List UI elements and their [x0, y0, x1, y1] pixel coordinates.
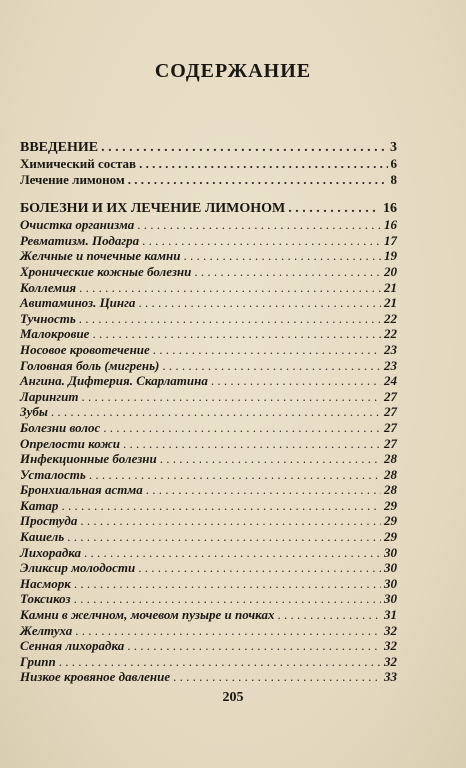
toc-entry-label: Болезни волос — [20, 419, 101, 435]
dot-leader — [194, 264, 381, 280]
toc-entry[interactable] — [20, 342, 397, 358]
toc-entry[interactable] — [20, 248, 397, 264]
toc-entry-label: Ларингит — [20, 388, 79, 404]
toc-entry[interactable] — [20, 669, 397, 685]
dot-leader — [146, 482, 381, 498]
dot-leader — [162, 358, 381, 374]
toc-entry[interactable] — [20, 482, 397, 498]
toc-entry-label: Желтуха — [20, 622, 73, 638]
toc-entry-page: 24 — [384, 373, 397, 389]
toc-entry[interactable] — [20, 545, 397, 561]
dot-leader — [80, 513, 381, 529]
toc-entry[interactable] — [20, 280, 397, 296]
toc-entry-page: 33 — [384, 669, 397, 685]
dot-leader — [160, 451, 381, 467]
toc-entry-page: 29 — [384, 529, 397, 545]
dot-leader — [138, 560, 381, 576]
dot-leader — [101, 139, 387, 156]
toc-entry[interactable] — [20, 467, 397, 483]
toc-entry-label: Головная боль (мигрень) — [20, 357, 160, 373]
toc-entry-page: 30 — [384, 544, 397, 560]
toc-entry[interactable] — [20, 451, 397, 467]
toc-entry-page: 27 — [384, 419, 397, 435]
toc-entry-label: Носовое кровотечение — [20, 341, 150, 357]
toc-entry-page: 22 — [384, 310, 397, 326]
toc-entry-label: Ревматизм. Подагра — [20, 232, 140, 248]
toc-entry[interactable] — [20, 217, 397, 233]
toc-entry[interactable] — [20, 404, 397, 420]
toc-entry-label: Ангина. Дифтерия. Скарлатина — [20, 373, 208, 389]
dot-leader — [92, 326, 381, 342]
toc-entry-label: Катар — [20, 497, 59, 513]
toc-entry-label: Бронхиальная астма — [20, 482, 143, 498]
dot-leader — [89, 467, 381, 483]
toc-entry-page: 8 — [390, 171, 397, 187]
toc-entry[interactable] — [20, 264, 397, 280]
dot-leader — [173, 669, 381, 685]
toc-entry-label: БОЛЕЗНИ И ИХ ЛЕЧЕНИЕ ЛИМОНОМ — [20, 201, 286, 217]
dot-leader — [139, 156, 387, 172]
toc-section-heading[interactable] — [20, 139, 397, 156]
dot-leader — [51, 404, 381, 420]
toc-entry-label: Коллемия — [20, 279, 77, 295]
toc-entry-label: Химический состав — [20, 156, 137, 171]
toc-entry-page: 28 — [384, 451, 397, 467]
toc-entry-page: 3 — [390, 140, 397, 155]
toc-entry-label: Камни в желчном, мочевом пузыре и почках — [20, 607, 275, 623]
toc-entry-page: 16 — [384, 217, 397, 233]
dot-leader — [84, 545, 381, 561]
toc-entry[interactable] — [20, 373, 397, 389]
toc-entry[interactable] — [20, 638, 397, 654]
toc-entry-page: 27 — [384, 404, 397, 420]
toc-entry-page: 16 — [383, 201, 397, 217]
toc-entry[interactable] — [20, 233, 397, 249]
dot-leader — [183, 248, 381, 264]
toc-entry-page: 27 — [384, 435, 397, 451]
toc-entry-page: 32 — [384, 653, 397, 669]
toc-entry-page: 20 — [384, 263, 397, 279]
toc-entry-page: 32 — [384, 622, 397, 638]
toc-entry-page: 29 — [384, 513, 397, 529]
toc-entry-label: Опрелости кожи — [20, 435, 120, 451]
toc-entry-label: Кашель — [20, 529, 65, 545]
dot-leader — [137, 217, 381, 233]
dot-leader — [59, 654, 381, 670]
toc-entry[interactable] — [20, 156, 397, 172]
toc-entry-label: Лихорадка — [20, 544, 82, 560]
toc-entry-label: Малокровие — [20, 326, 90, 342]
toc-entry-label: Насморк — [20, 575, 71, 591]
dot-leader — [211, 373, 381, 389]
toc-entry-page: 27 — [384, 388, 397, 404]
toc-entry-page: 30 — [384, 560, 397, 576]
toc-entry-page: 21 — [384, 279, 397, 295]
toc-entry-page: 23 — [384, 341, 397, 357]
toc-entry-label: Очистка организма — [20, 217, 135, 233]
toc-entry-page: 28 — [384, 466, 397, 482]
intro-section — [20, 139, 397, 187]
toc-entry-label: Усталость — [20, 466, 86, 482]
toc-entry-page: 30 — [384, 591, 397, 607]
toc-entry[interactable] — [20, 591, 397, 607]
toc-entry[interactable] — [20, 358, 397, 374]
toc-entry-label: Простуда — [20, 513, 78, 529]
toc-entry[interactable] — [20, 576, 397, 592]
toc-entry-label: Лечение лимоном — [20, 171, 125, 187]
toc-entry[interactable] — [20, 513, 397, 529]
dot-leader — [67, 529, 381, 545]
dot-leader — [142, 233, 381, 249]
toc-entry-label: Сенная лихорадка — [20, 638, 125, 654]
dot-leader — [79, 280, 381, 296]
toc-entry[interactable] — [20, 389, 397, 405]
toc-entry-label: Хронические кожные болезни — [20, 263, 192, 279]
toc-entry-page: 19 — [384, 248, 397, 264]
dot-leader — [103, 420, 381, 436]
toc-entry-label: Эликсир молодости — [20, 560, 136, 576]
toc-entry-label: Грипп — [20, 653, 56, 669]
toc-entry-label: Тучность — [20, 310, 76, 326]
section-gap — [20, 187, 397, 200]
toc-entry[interactable] — [20, 607, 397, 623]
toc-entry[interactable] — [20, 172, 397, 188]
toc-entry-page: 21 — [384, 295, 397, 311]
toc-entry-label: Желчные и почечные камни — [20, 248, 181, 264]
dot-leader — [61, 498, 381, 514]
toc-entry-label: ВВЕДЕНИЕ — [20, 140, 99, 155]
dot-leader — [75, 623, 381, 639]
toc-entry-label: Авитаминоз. Цинга — [20, 295, 136, 311]
toc-entry-page: 28 — [384, 482, 397, 498]
toc-entry[interactable] — [20, 326, 397, 342]
toc-entry-page: 29 — [384, 497, 397, 513]
toc-entry-page: 17 — [384, 232, 397, 248]
dot-leader — [74, 591, 381, 607]
toc-entry-page: 6 — [390, 156, 397, 171]
page-number: 205 — [222, 690, 244, 705]
toc-entry-label: Низкое кровяное давление — [20, 669, 171, 685]
toc-entry-page: 30 — [384, 575, 397, 591]
toc-entry[interactable] — [20, 498, 397, 514]
dot-leader — [277, 607, 381, 623]
main-section — [20, 200, 397, 685]
toc-entry[interactable] — [20, 420, 397, 436]
table-of-contents — [20, 139, 397, 685]
dot-leader — [128, 172, 388, 188]
toc-entry-page: 32 — [384, 638, 397, 654]
toc-entry[interactable] — [20, 311, 397, 327]
toc-entry[interactable] — [20, 295, 397, 311]
dot-leader — [82, 389, 381, 405]
toc-section-heading[interactable] — [20, 200, 397, 217]
page-title: СОДЕРЖАНИЕ — [154, 60, 312, 82]
toc-entry-page: 22 — [384, 326, 397, 342]
toc-entry[interactable] — [20, 560, 397, 576]
dot-leader — [153, 342, 381, 358]
toc-entry[interactable] — [20, 654, 397, 670]
toc-entry-label: Токсикоз — [20, 591, 71, 607]
toc-entry-label: Инфекционные болезни — [20, 451, 157, 467]
toc-entry[interactable] — [20, 436, 397, 452]
toc-entry[interactable] — [20, 529, 397, 545]
toc-entry[interactable] — [20, 623, 397, 639]
toc-entry-page: 31 — [384, 607, 397, 623]
dot-leader — [138, 295, 381, 311]
toc-entry-page: 23 — [384, 357, 397, 373]
dot-leader — [123, 436, 381, 452]
dot-leader — [74, 576, 381, 592]
toc-entry-label: Зубы — [20, 404, 48, 420]
dot-leader — [79, 311, 381, 327]
dot-leader — [127, 638, 381, 654]
dot-leader — [288, 200, 380, 217]
